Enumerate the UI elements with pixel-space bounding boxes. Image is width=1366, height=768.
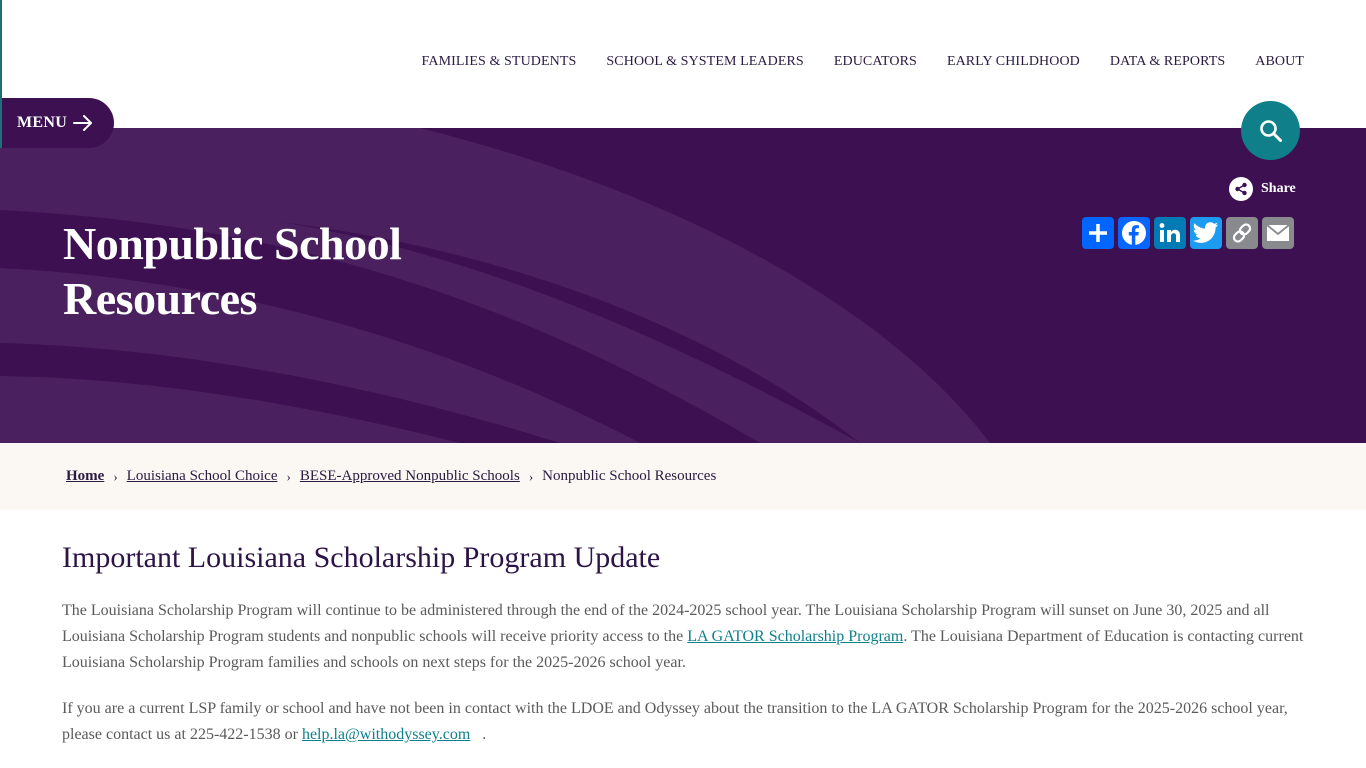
menu-label: MENU [17,114,68,131]
main-nav [422,54,1304,70]
breadcrumb-louisiana-school-choice[interactable]: Louisiana School Choice [126,468,278,484]
page-title-line2: Resources [63,273,257,324]
mail-icon [1266,224,1290,242]
section-heading: Important Louisiana Scholarship Program Update [62,541,661,574]
top-header [0,0,1366,128]
breadcrumb-current: Nonpublic School Resources [542,468,717,484]
twitter-button[interactable] [1190,217,1222,249]
search-button[interactable] [1241,101,1300,160]
nav-early-childhood[interactable]: EARLY CHILDHOOD [946,54,1080,69]
share-icon [1229,177,1253,201]
chevron-right-icon: › [286,468,291,484]
p2-text-before: If you are a current LSP family or school and have not been in contact with the LDOE and Odyssey about the transition to the LA GATOR Scholarship Program for the 2025-2026 school year, please contact us at 225-422-1538 or [62,700,1288,743]
help-email-link[interactable]: help.la@withodyssey.com [301,726,471,743]
p1-text-before: The Louisiana Scholarship Program will continue to be administered through the end of the 2024-2025 school year. The Louisiana Scholarship Program will sunset on June 30, 2025 and all Louisiana Scholarship Program students and nonpublic schools will receive priority access to the [62,602,1270,645]
share-toggle[interactable] [1229,177,1296,201]
link-icon [1230,221,1254,245]
p2-text-after: . [470,726,487,743]
la-gator-program-link[interactable]: LA GATOR Scholarship Program [687,628,904,645]
nav-about[interactable]: ABOUT [1255,54,1304,69]
email-button[interactable] [1262,217,1294,249]
chevron-right-icon: › [528,468,534,484]
twitter-icon [1193,222,1219,244]
linkedin-button[interactable] [1154,217,1186,249]
search-icon [1258,118,1284,144]
add-to-any-button[interactable] [1082,217,1114,249]
breadcrumb-bese-approved-nonpublic-schools[interactable]: BESE-Approved Nonpublic Schools [299,468,520,484]
facebook-icon [1121,220,1147,246]
arrow-right-icon [72,114,94,132]
page-title-line1: Nonpublic School [63,218,402,269]
menu-button[interactable] [0,98,114,148]
nav-school-system-leaders[interactable]: SCHOOL & SYSTEM LEADERS [606,54,804,69]
update-paragraph-2 [62,696,1307,748]
copy-link-button[interactable] [1226,217,1258,249]
social-share-buttons [1082,217,1294,249]
nav-educators[interactable]: EDUCATORS [833,54,917,69]
nav-families-students[interactable]: FAMILIES & STUDENTS [421,54,577,69]
chevron-right-icon: › [113,468,118,484]
share-label: Share [1261,181,1296,196]
breadcrumb-home[interactable]: Home [66,468,105,484]
main-content [62,540,1307,768]
facebook-button[interactable] [1118,217,1150,249]
left-edge-accent [0,0,2,148]
linkedin-icon [1158,221,1182,245]
page-title [63,216,401,326]
nav-data-reports[interactable]: DATA & REPORTS [1109,54,1226,69]
update-paragraph-1 [62,598,1307,676]
hero-banner [0,128,1366,443]
breadcrumb [0,443,1366,510]
p1-text-after: . The Louisiana Department of Education is contacting current Louisiana Scholarship Program families and schools on next steps for the 2025-2026 school year. [62,628,1304,671]
plus-icon [1087,222,1109,244]
